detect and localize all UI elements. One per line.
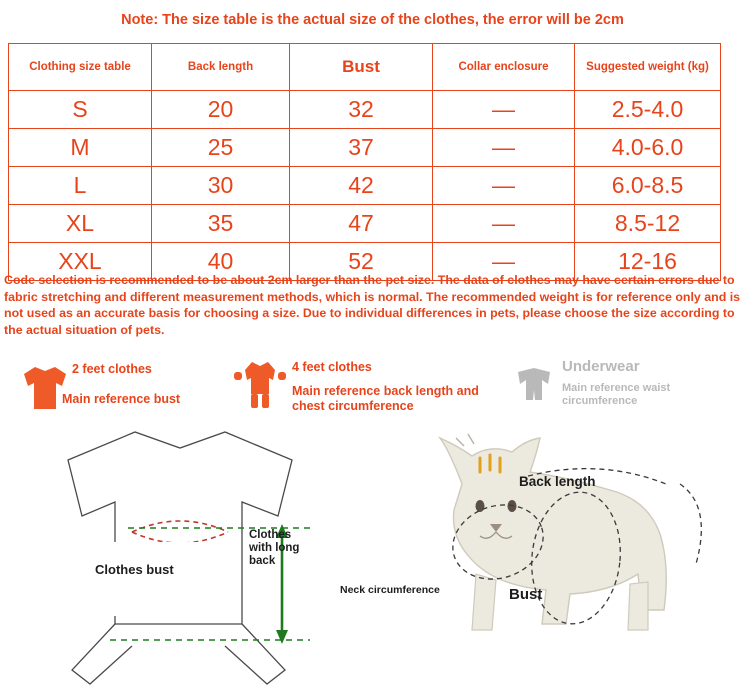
legend-item-underwear [508, 366, 560, 414]
legend-title-two-feet: 2 feet clothes [72, 362, 152, 376]
cell-bust: 47 [290, 205, 433, 243]
cell-back-length: 30 [152, 167, 290, 205]
cell-size: S [9, 91, 152, 129]
cell-size: XL [9, 205, 152, 243]
header-collar-enclosure: Collar enclosure [433, 44, 575, 91]
cell-bust: 32 [290, 91, 433, 129]
cell-collar: — [433, 129, 575, 167]
header-back-length: Back length [152, 44, 290, 91]
legend-row [0, 358, 745, 424]
neck-circumference-label: Neck circumference [340, 584, 440, 596]
cell-weight: 8.5-12 [575, 205, 721, 243]
legend-title-four-feet: 4 feet clothes [292, 360, 372, 374]
note-text: Note: The size table is the actual size of the clothes, the error will be 2cm [121, 12, 624, 28]
clothes-bust-label: Clothes bust [95, 562, 174, 577]
cell-collar: — [433, 167, 575, 205]
table-row [9, 167, 721, 205]
cell-collar: — [433, 243, 575, 281]
diagram-area [0, 424, 745, 691]
header-suggested-weight: Suggested weight (kg) [575, 44, 721, 91]
legend-item-two-feet [18, 364, 73, 416]
pet-diagram-svg [380, 424, 730, 691]
legend-body-four-feet: Main reference back length and chest circumference [292, 384, 479, 413]
size-table-head [9, 44, 721, 91]
cell-size: M [9, 129, 152, 167]
cell-weight: 2.5-4.0 [575, 91, 721, 129]
cell-bust: 52 [290, 243, 433, 281]
table-row [9, 129, 721, 167]
header-bust: Bust [290, 44, 433, 91]
size-table [8, 43, 721, 281]
two-feet-shirt-icon [18, 364, 73, 416]
legend-item-four-feet [232, 360, 288, 420]
header-clothing-size-table: Clothing size table [9, 44, 152, 91]
size-table-wrapper [8, 43, 720, 281]
table-row [9, 205, 721, 243]
clothes-long-back-label: Clothes with long back [249, 529, 300, 567]
size-table-body [9, 91, 721, 281]
cell-back-length: 25 [152, 129, 290, 167]
cell-size: XXL [9, 243, 152, 281]
cell-back-length: 35 [152, 205, 290, 243]
cell-collar: — [433, 91, 575, 129]
size-guidance-paragraph: Code selection is recommended to be about 2cm larger than the pet size. The data of clothes may have certain errors due to fabric stretching and different measurement methods, which is normal. The recommended weight is for reference only and is not used as an accurate basis for choosing a size. Due to individual differences in pets, please choose the size according to the actual situation of pets. [4, 273, 741, 337]
cell-size: L [9, 167, 152, 205]
cell-back-length: 20 [152, 91, 290, 129]
garment-diagram-svg [10, 424, 370, 691]
pet-bust-label: Bust [509, 586, 543, 603]
cell-bust: 42 [290, 167, 433, 205]
underwear-icon [508, 366, 560, 414]
legend-body-underwear: Main reference waist circumference [562, 382, 671, 407]
cell-bust: 37 [290, 129, 433, 167]
legend-body-two-feet: Main reference bust [62, 392, 181, 406]
cell-weight: 6.0-8.5 [575, 167, 721, 205]
table-header-row [9, 44, 721, 91]
table-row [9, 91, 721, 129]
legend-title-underwear: Underwear [562, 358, 640, 375]
cell-collar: — [433, 205, 575, 243]
cell-back-length: 40 [152, 243, 290, 281]
back-length-label: Back length [519, 474, 596, 489]
cell-weight: 4.0-6.0 [575, 129, 721, 167]
four-feet-suit-icon [232, 360, 288, 420]
cell-weight: 12-16 [575, 243, 721, 281]
